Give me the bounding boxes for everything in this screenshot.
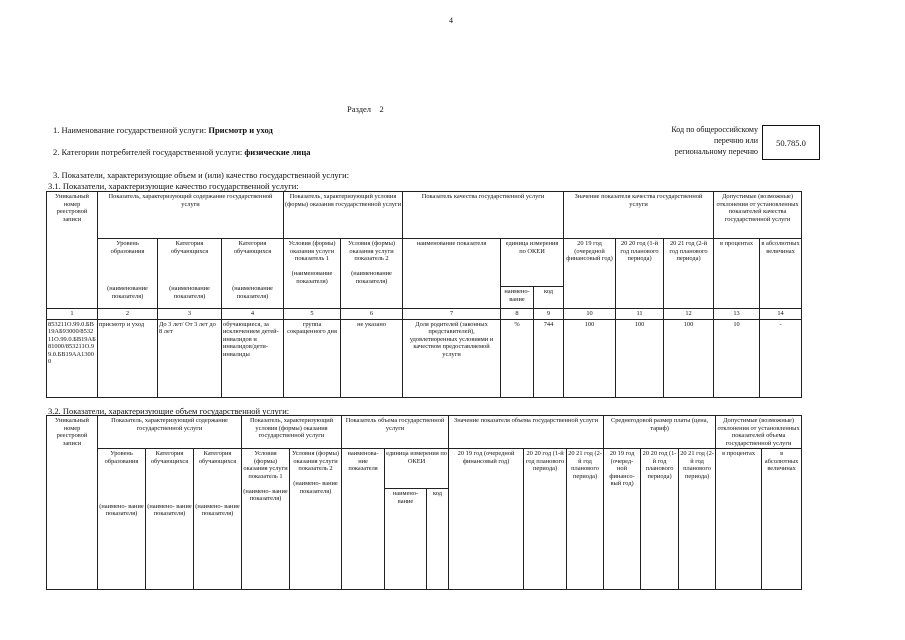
- consumer-category-value: физические лица: [244, 147, 311, 157]
- t2-h-cond1: [242, 449, 290, 590]
- t1-row-c2: присмотр и уход: [98, 319, 158, 397]
- t2-h-pname-1: (наимено- вание показателя): [99, 502, 144, 517]
- t1-h-content: Показатель, характеризующий содержание государственной услуги: [98, 192, 284, 239]
- section-number: 2: [379, 104, 384, 114]
- t2-h-fee: Среднегодовой размер платы (цена, тариф): [604, 416, 716, 449]
- t2-h-cat2-text: Категория обучающихся: [198, 450, 237, 465]
- t1-num-12: 12: [664, 309, 714, 320]
- indicators-heading: 3. Показатели, характеризующие объем и (или) качество государственной услуги:: [53, 170, 350, 180]
- t2-h-value: Значение показателя объема государственной услуги: [449, 416, 604, 449]
- t2-h-unique: Уникальный номер реестровой записи: [47, 416, 98, 590]
- t1-num-9: 9: [534, 309, 564, 320]
- t1-row-c9: 744: [534, 319, 564, 397]
- t1-h-cond2-text: Условия (формы) оказания услуги показатель 2: [348, 240, 396, 262]
- t1-num-4: 4: [222, 309, 284, 320]
- t2-h-pname-3: (наимено- вание показателя): [195, 502, 240, 517]
- consumer-category-line: [53, 147, 310, 157]
- t1-row-c3: До 3 лет/ От 3 лет до 8 лет: [158, 319, 222, 397]
- t1-h-y3: 20 21 год (2-й год планового периода): [664, 239, 714, 309]
- t2-h-pname-5: (наимено- вание показателя): [293, 480, 338, 495]
- t1-row-c7: Доля родителей (законных представителей), удовлетворенных условиями и качеством предоставляемой услуги: [403, 319, 501, 397]
- t2-h-level: [98, 449, 146, 590]
- t1-h-pct: в процентах: [714, 239, 760, 309]
- t1-h-cat2-text: Категория обучающихся: [233, 240, 272, 255]
- t1-h-y2: 20 20 год (1-й год планового периода): [616, 239, 664, 309]
- table-row: [47, 319, 802, 397]
- t1-num-6: 6: [341, 309, 403, 320]
- t1-h-pname-2: (наименование показателя): [169, 285, 210, 300]
- t1-h-pname-4: (наименование показателя): [291, 270, 333, 285]
- t2-h-cat1-text: Категория обучающихся: [150, 450, 189, 465]
- service-name-line: [53, 125, 273, 135]
- t2-h-f3: 20 21 год (2-й год планового периода): [679, 449, 716, 590]
- t2-h-y3: 20 21 год (2-й год планового периода): [567, 449, 604, 590]
- t1-num-1: 1: [47, 309, 98, 320]
- t2-h-uname: наимено- вание: [385, 489, 427, 590]
- t1-row-c6: не указано: [341, 319, 403, 397]
- page-number: 4: [449, 16, 453, 25]
- t1-h-uname: наимено- вание: [501, 287, 534, 309]
- t1-h-quality: Показатель качества государственной услуги: [403, 192, 564, 239]
- t2-h-abs: в абсолютных величинах: [762, 449, 802, 590]
- t1-row-c5: группа сокращенного дня: [284, 319, 341, 397]
- t1-num-5: 5: [284, 309, 341, 320]
- service-name-value: Присмотр и уход: [208, 125, 273, 135]
- t1-row-c4: обучающиеся, за исключением детей-инвалидов и инвалидов/дети-инвалиды: [222, 319, 284, 397]
- t2-h-cond2-text: Условия (формы) оказания услуги показатель 2: [292, 450, 340, 472]
- t1-row-code: 853211О.99.0.БВ19АБ93000/853211О.99.0.БВ19АБ81000/853211О.99.0.БВ19АА13000: [47, 319, 98, 397]
- t2-h-dev: Допустимые (возможные) отклонения от установленных показателей объема государственной услуги: [717, 417, 800, 447]
- quality-heading: 3.1. Показатели, характеризующие качество государственной услуги:: [48, 181, 299, 191]
- t1-row-c14: -: [760, 319, 802, 397]
- t1-h-name: наименование показателя: [403, 239, 501, 309]
- t1-h-level: [98, 239, 158, 309]
- okei-label: [640, 124, 758, 157]
- t1-num-10: 10: [564, 309, 616, 320]
- t1-row-c12: 100: [664, 319, 714, 397]
- section-heading: [347, 104, 384, 114]
- t2-h-content: Показатель, характеризующий содержание государственной услуги: [98, 416, 242, 449]
- t1-num-8: 8: [501, 309, 534, 320]
- volume-heading: 3.2. Показатели, характеризующие объем государственной услуги:: [48, 406, 290, 416]
- t1-h-ucode: код: [534, 287, 564, 309]
- t2-h-level-text: Уровень образования: [104, 450, 139, 465]
- t1-h-cond1: [284, 239, 341, 309]
- t1-h-cond: Показатель, характеризующий условия (формы) оказания государственной услуги: [284, 192, 403, 239]
- t2-h-y2: 20 20 год (1-й год планового периода): [524, 449, 567, 590]
- t1-num-7: 7: [403, 309, 501, 320]
- okei-label-2: перечню или: [713, 136, 758, 145]
- t2-h-f1: 20 19 год (очеред- ной финансо- вый год): [604, 449, 641, 590]
- t2-h-cond2: [290, 449, 342, 590]
- t1-h-cond2: [341, 239, 403, 309]
- t2-h-cat2: [194, 449, 242, 590]
- t2-h-cond: Показатель, характеризующий условия (формы) оказания государственной услуги: [242, 416, 342, 449]
- consumer-category-label: 2. Категории потребителей государственной услуги:: [53, 147, 243, 157]
- t1-h-level-text: Уровень образования: [110, 240, 145, 255]
- section-label: Раздел: [347, 104, 372, 114]
- okei-label-3: региональному перечню: [674, 147, 758, 156]
- t1-h-value: Значение показателя качества государственной услуги: [564, 192, 714, 239]
- t1-row-c8: %: [501, 319, 534, 397]
- t1-h-cat2: [222, 239, 284, 309]
- t1-h-abs: в абсолютных величинах: [760, 239, 802, 309]
- t1-h-cond1-text: Условия (формы) оказания услуги показатель 1: [288, 240, 336, 262]
- t2-h-name: наименова- ние показателя: [342, 449, 385, 590]
- service-name-label: 1. Наименование государственной услуги:: [53, 125, 207, 135]
- t1-row-c11: 100: [616, 319, 664, 397]
- t2-h-y1: 20 19 год (очередной финансовый год): [449, 449, 524, 590]
- t2-h-f2: 20 20 год (1-й год планового периода): [641, 449, 679, 590]
- t1-row-c13: 10: [714, 319, 760, 397]
- t1-h-dev: Допустимые (возможные) отклонения от установленных показателей качества государственной услуги: [714, 192, 802, 239]
- t1-row-c10: 100: [564, 319, 616, 397]
- t2-h-cond1-text: Условия (формы) оказания услуги показатель 1: [243, 450, 288, 480]
- t1-h-cat1-text: Категория обучающихся: [170, 240, 209, 255]
- t1-h-unique: Уникальный номер реестровой записи: [47, 192, 98, 309]
- t1-h-y1: 20 19 год (очередной финансовый год): [564, 239, 616, 309]
- t1-num-13: 13: [714, 309, 760, 320]
- t1-num-14: 14: [760, 309, 802, 320]
- t1-h-pname-5: (наименование показателя): [351, 270, 392, 285]
- t2-h-ucode: код: [427, 489, 449, 590]
- t1-h-pname-3: (наименование показателя): [232, 285, 273, 300]
- t2-h-unit: единица измерения по ОКЕИ: [385, 449, 449, 489]
- okei-label-1: Код по общероссийскому: [671, 125, 758, 134]
- t1-num-3: 3: [158, 309, 222, 320]
- volume-table: [46, 415, 802, 590]
- okei-code: 50.785.0: [776, 137, 806, 148]
- t1-h-unit: единица измерения по ОКЕИ: [501, 239, 564, 287]
- okei-code-box: [762, 125, 820, 160]
- t1-num-2: 2: [98, 309, 158, 320]
- t2-h-vol: Показатель объема государственной услуги: [342, 416, 449, 449]
- quality-table: [46, 191, 802, 398]
- t2-h-cat1: [146, 449, 194, 590]
- t1-h-cat1: [158, 239, 222, 309]
- t1-h-pname-1: (наименование показателя): [107, 285, 148, 300]
- t1-num-11: 11: [616, 309, 664, 320]
- t2-h-pname-4: (наимено- вание показателя): [243, 487, 288, 502]
- t2-h-pname-2: (наимено- вание показателя): [147, 502, 192, 517]
- t2-h-pct: в процентах: [716, 449, 762, 590]
